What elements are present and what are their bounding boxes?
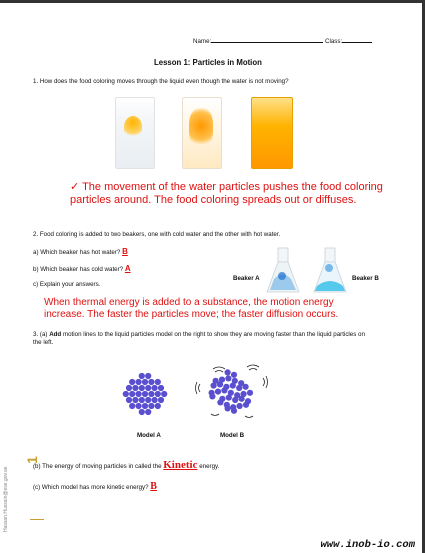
beaker-b: [314, 248, 346, 292]
coloring-drop: [124, 116, 142, 138]
particle: [136, 391, 142, 397]
q3-intro: [33, 331, 373, 347]
name-line: [211, 42, 323, 43]
q2-intro: 2. Food coloring is added to two beakers, one with cold water and the other with hot water.: [33, 231, 281, 238]
particle: [148, 403, 154, 409]
beaker-a-label: Beaker A: [233, 275, 260, 282]
particle: [158, 385, 164, 391]
particle: [142, 379, 148, 385]
class-field: [325, 38, 372, 46]
particle: [225, 405, 231, 411]
q3-b-answer: Kinetic: [163, 459, 198, 471]
particle: [142, 403, 148, 409]
particle: [211, 383, 217, 389]
class-label: Class:: [325, 38, 343, 45]
q3-b-post: energy.: [199, 463, 220, 470]
particle: [158, 397, 164, 403]
q2-b-answer: A: [124, 264, 131, 273]
q3-rest: motion lines to the liquid particles model on the right to show they are moving faster than the liquid particles on the left.: [33, 331, 365, 346]
particle: [215, 389, 221, 395]
particle: [155, 379, 161, 385]
particle: [232, 397, 238, 403]
particle: [239, 396, 245, 402]
particle: [152, 397, 158, 403]
particle: [132, 385, 138, 391]
particle: [142, 391, 148, 397]
particle: [161, 391, 167, 397]
q1-question: 1. How does the food coloring moves through the liquid even though the water is not moving?: [33, 78, 289, 85]
particle: [148, 391, 154, 397]
particle: [139, 409, 145, 415]
particle: [217, 381, 223, 387]
q3-b-pre: (b) The energy of moving particles in called the: [33, 463, 162, 470]
particle: [136, 403, 142, 409]
page-number-rule: [30, 519, 44, 520]
particle: [126, 385, 132, 391]
diffusion-photo: [115, 97, 305, 169]
q3-c-answer: B: [150, 481, 157, 492]
particle: [145, 385, 151, 391]
particle: [155, 403, 161, 409]
model-b-particles: [209, 369, 254, 414]
page-number: 1: [23, 456, 40, 464]
particle: [231, 372, 237, 378]
q2-b-text: b) Which beaker has cold water?: [33, 266, 124, 273]
beaker-a: [267, 248, 299, 292]
particle: [236, 385, 242, 391]
particle: [139, 385, 145, 391]
particle-models: [115, 364, 270, 424]
q2-a: [33, 247, 128, 257]
checkmark-icon: ✓: [70, 181, 80, 193]
q3-b: [33, 459, 219, 473]
beaker-b-label: Beaker B: [352, 275, 379, 282]
beakers-image: [265, 246, 355, 296]
particle: [145, 373, 151, 379]
particle: [231, 408, 237, 414]
particle: [132, 397, 138, 403]
particle: [225, 369, 231, 375]
glass-2: [182, 97, 222, 169]
glass-3: [251, 97, 293, 169]
q2-a-answer: B: [122, 247, 128, 256]
q2-a-text: a) Which beaker has hot water?: [33, 249, 121, 256]
particle: [139, 397, 145, 403]
q1-answer-text: The movement of the water particles pushes the food coloring particles around. The food coloring spreads out or diffuses.: [70, 181, 383, 206]
particle: [145, 397, 151, 403]
q2-b: [33, 264, 131, 274]
particle: [225, 375, 231, 381]
glass-1: [115, 97, 155, 169]
page-title: Lesson 1: Particles in Motion: [154, 58, 262, 67]
model-a-particles: [123, 373, 168, 415]
particle: [145, 409, 151, 415]
q3-prefix: 3. (a): [33, 331, 48, 338]
page-border: [0, 0, 425, 3]
particle: [243, 384, 249, 390]
q2-c: c) Explain your answers.: [33, 281, 101, 288]
particle: [237, 403, 243, 409]
particle: [230, 383, 236, 389]
q3-c: [33, 481, 157, 494]
particle: [217, 399, 223, 405]
particle: [221, 387, 227, 393]
coloring-spread: [189, 108, 213, 148]
name-label: Name:: [193, 38, 212, 45]
particle: [129, 379, 135, 385]
model-a-label: Model A: [137, 432, 161, 439]
q3-c-text: (c) Which model has more kinetic energy?: [33, 484, 149, 491]
particle: [129, 391, 135, 397]
particle: [136, 379, 142, 385]
q2-answer: When thermal energy is added to a substance, the motion energy increase. The faster the particles move; the faster diffusion occurs.: [44, 297, 339, 320]
particle: [226, 395, 232, 401]
footer-watermark: www.inob-io.com: [320, 539, 415, 551]
particle: [123, 391, 129, 397]
particle: [247, 390, 253, 396]
author-email: Hassan.Hussain@ese.gov.ae: [3, 466, 9, 532]
name-field: [193, 38, 323, 46]
q1-answer: [70, 181, 390, 207]
particle: [139, 373, 145, 379]
particle: [129, 403, 135, 409]
q3-bold: Add: [49, 331, 62, 338]
particle: [155, 391, 161, 397]
particle: [148, 379, 154, 385]
particle: [152, 385, 158, 391]
side-strip: [3, 412, 13, 532]
particle: [243, 402, 249, 408]
class-line: [342, 42, 372, 43]
particle: [126, 397, 132, 403]
model-b-label: Model B: [220, 432, 245, 439]
particle: [209, 393, 215, 399]
